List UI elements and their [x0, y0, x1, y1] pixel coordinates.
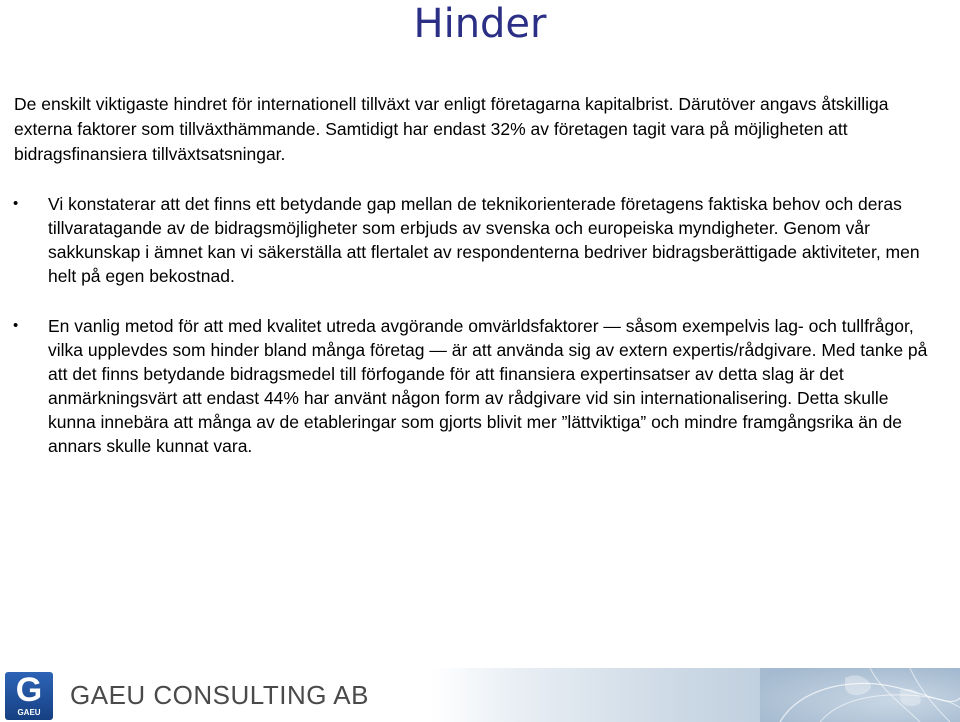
logo-wordmark: GAEU	[17, 708, 41, 717]
gaeu-logo	[5, 672, 53, 720]
bullet-dot-1: •	[13, 195, 19, 212]
intro-paragraph: De enskilt viktigaste hindret för internationell tillväxt var enligt företagarna kapitalbrist. Därutöver angavs åtskilliga externa faktorer som tillväxthämmande. Samtidigt har endast 32% av företagen tagit vara på möjligheten att bidragsfinansiera tillväxtsatsningar.	[14, 94, 889, 164]
logo-letter: G	[15, 671, 43, 709]
company-name: GAEU CONSULTING AB	[70, 680, 369, 710]
bullet-dot-2: •	[13, 317, 19, 334]
slide-title: Hinder	[413, 1, 547, 47]
bullet-paragraph-2: En vanlig metod för att med kvalitet utreda avgörande omvärldsfaktorer — såsom exempelvis lag- och tullfrågor, vilka upplevdes som hinder bland många företag — är att använda sig av extern expertis/rådgivare. Med tanke på att det finns betydande bidragsmedel till förfogande för att finansiera expertinsatser av detta slag är det anmärkningsvärt att endast 44% har använt någon form av rådgivare vid sin internationalisering. Detta skulle kunna innebära att många av de etableringar som gjorts blivit mer ”lättviktiga” och mindre framgångsrika än de annars skulle kunnat vara.	[48, 316, 928, 456]
bullet-paragraph-1: Vi konstaterar att det finns ett betydande gap mellan de teknikorienterade företagens faktiska behov och deras tillvaratagande av de bidragsmöjligheter som erbjuds av svenska och europeiska myndigheter. Genom vår sakkunskap i ämnet kan vi säkerställa att flertalet av respondenterna bedriver bidragsberättigade aktiviteter, men helt på egen bekostnad.	[48, 194, 920, 286]
globe-graphic	[760, 668, 960, 722]
